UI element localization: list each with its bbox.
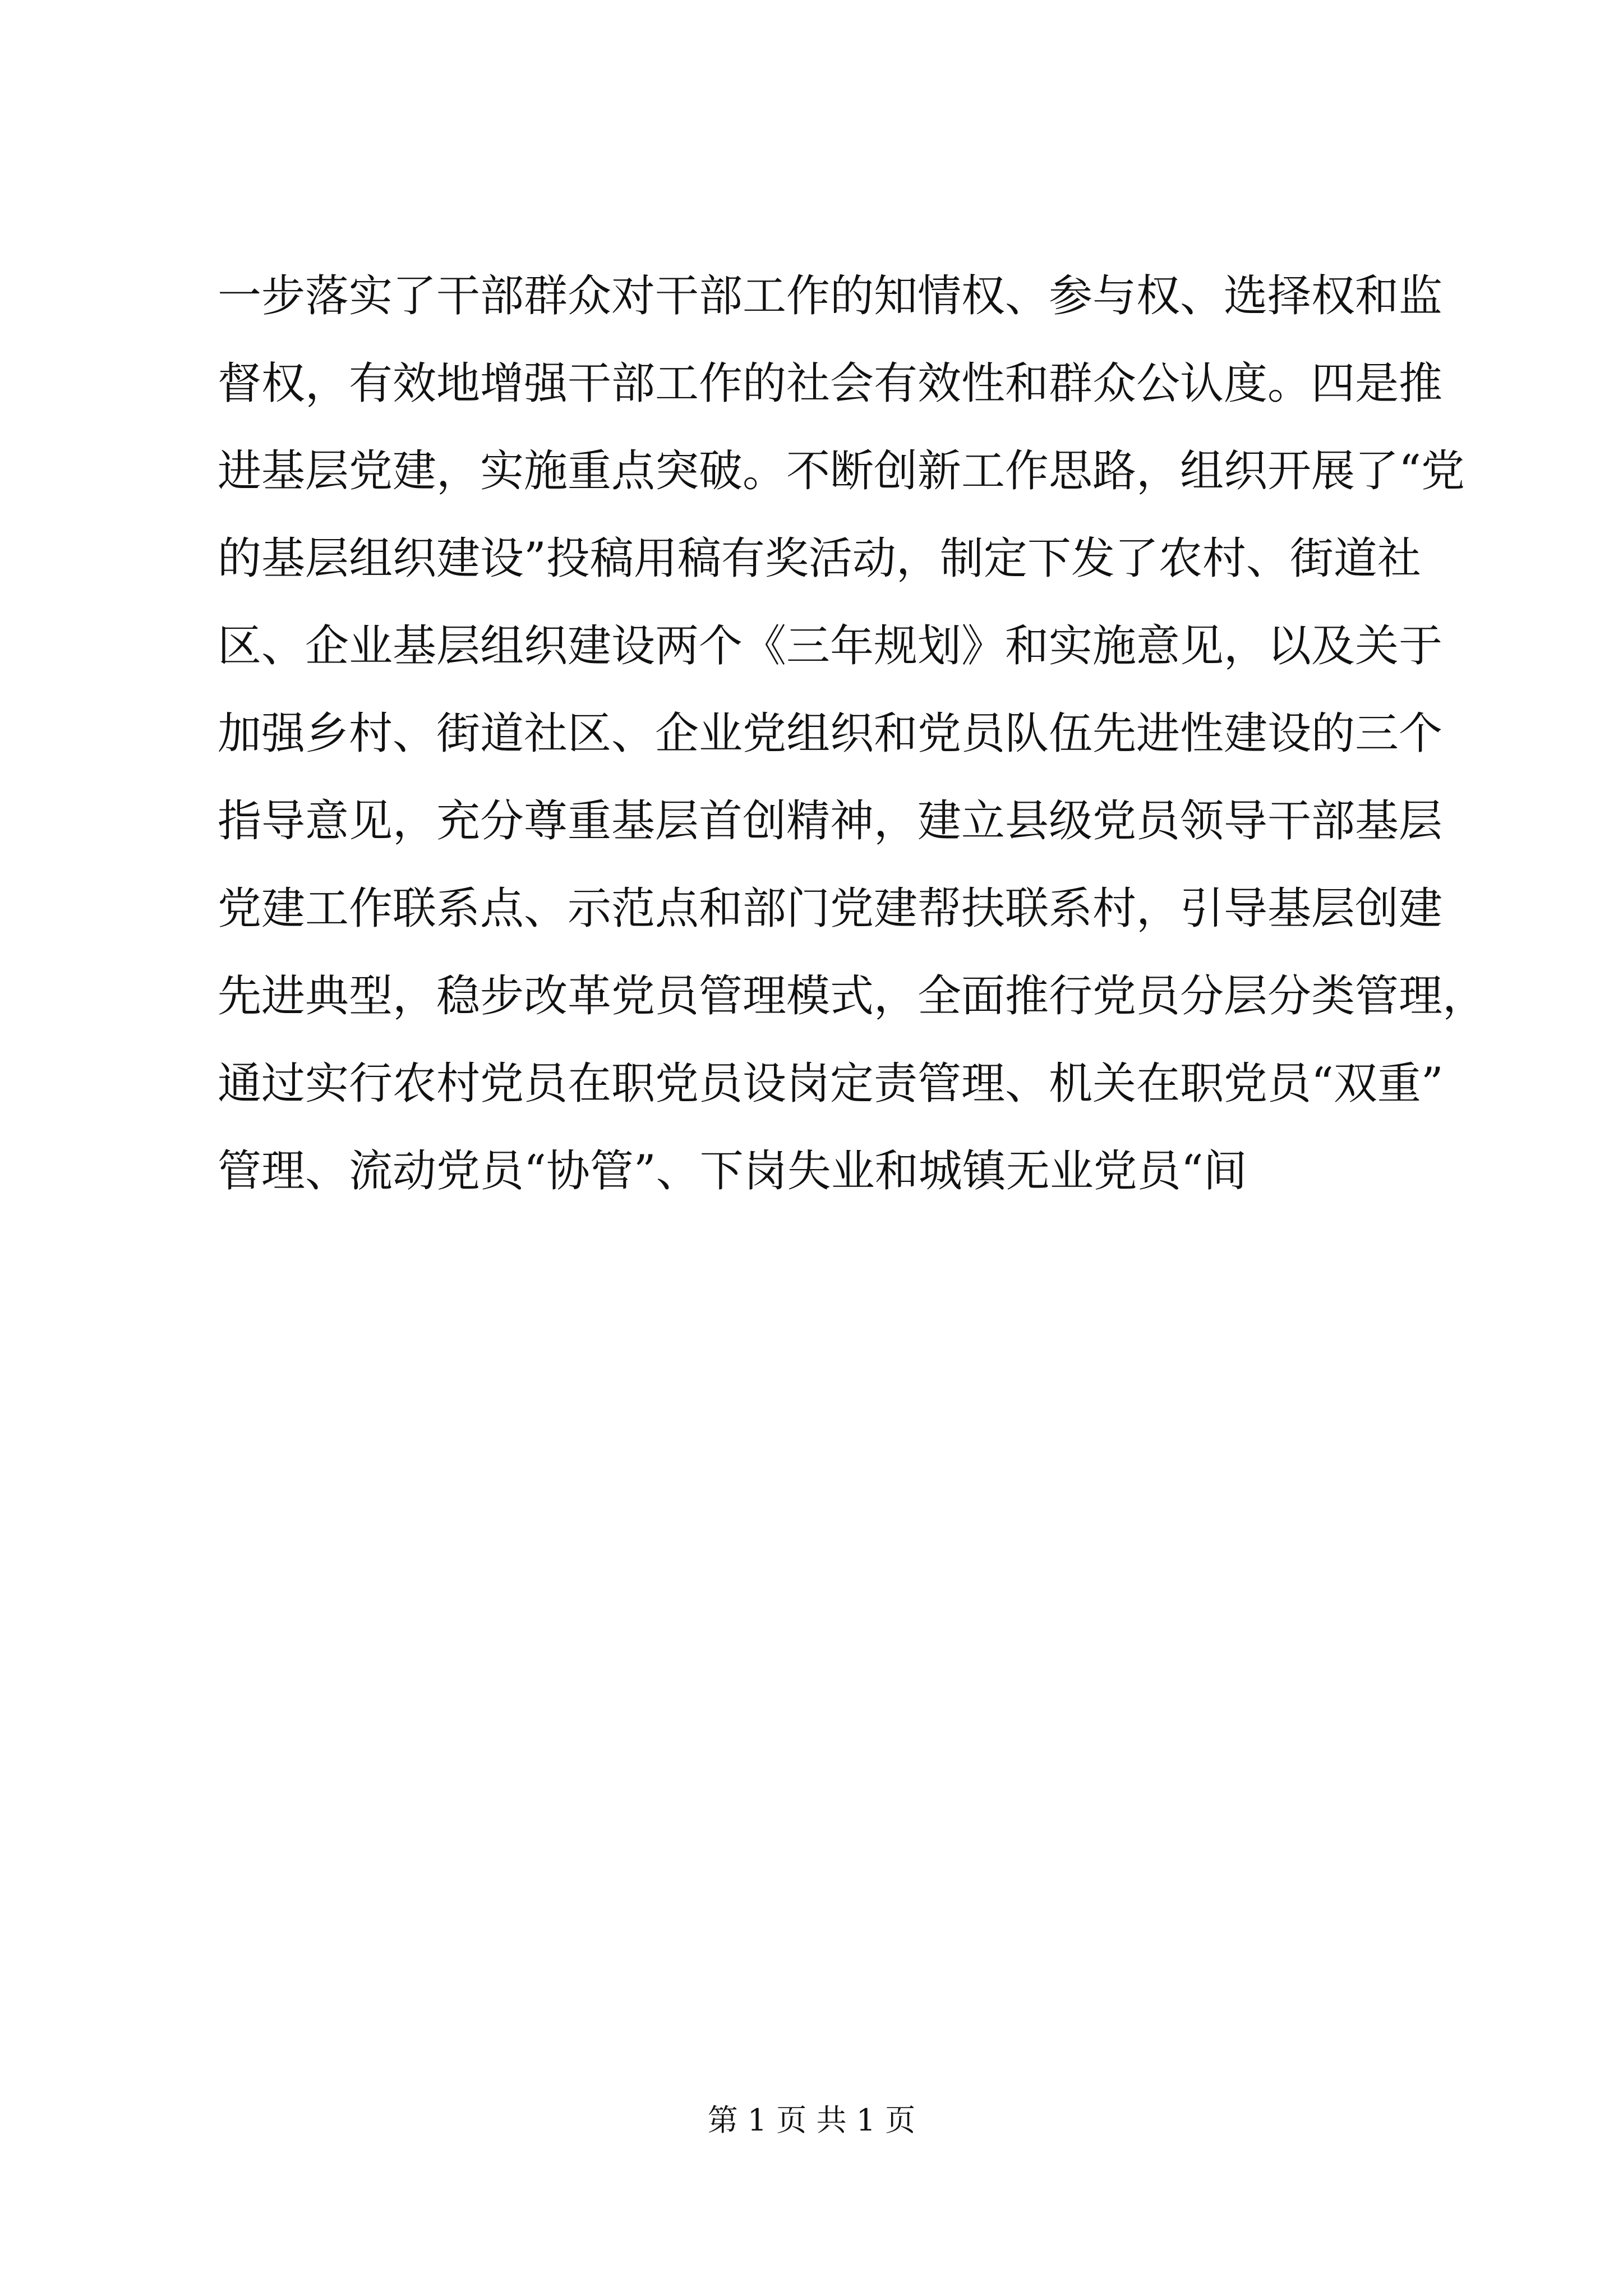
text-line: 的基层组织建设”投稿用稿有奖活动，制定下发了农村、街道社 <box>218 533 1421 584</box>
text-line: 一步落实了干部群众对干部工作的知情权、参与权、选择权和监 <box>218 271 1443 321</box>
text-line: 党建工作联系点、示范点和部门党建帮扶联系村，引导基层创建 <box>218 884 1443 934</box>
text-line: 先进典型，稳步改革党员管理模式，全面推行党员分层分类管理， <box>218 971 1487 1022</box>
text-line: 加强乡村、街道社区、企业党组织和党员队伍先进性建设的三个 <box>218 708 1443 759</box>
text-line: 管理、流动党员“协管”、下岗失业和城镇无业党员“间 <box>218 1146 1247 1197</box>
text-line: 通过实行农村党员在职党员设岗定责管理、机关在职党员“双重” <box>218 1059 1444 1109</box>
page-number-footer: 第 1 页 共 1 页 <box>707 2102 916 2138</box>
text-line: 督权，有效地增强干部工作的社会有效性和群众公认度。四是推 <box>218 358 1443 409</box>
text-line: 进基层党建，实施重点突破。不断创新工作思路，组织开展了“党 <box>218 446 1465 496</box>
text-line: 区、企业基层组织建设两个《三年规划》和实施意见，以及关于 <box>218 621 1443 671</box>
body-paragraph <box>218 252 1487 1215</box>
text-line: 指导意见，充分尊重基层首创精神，建立县级党员领导干部基层 <box>218 796 1443 846</box>
